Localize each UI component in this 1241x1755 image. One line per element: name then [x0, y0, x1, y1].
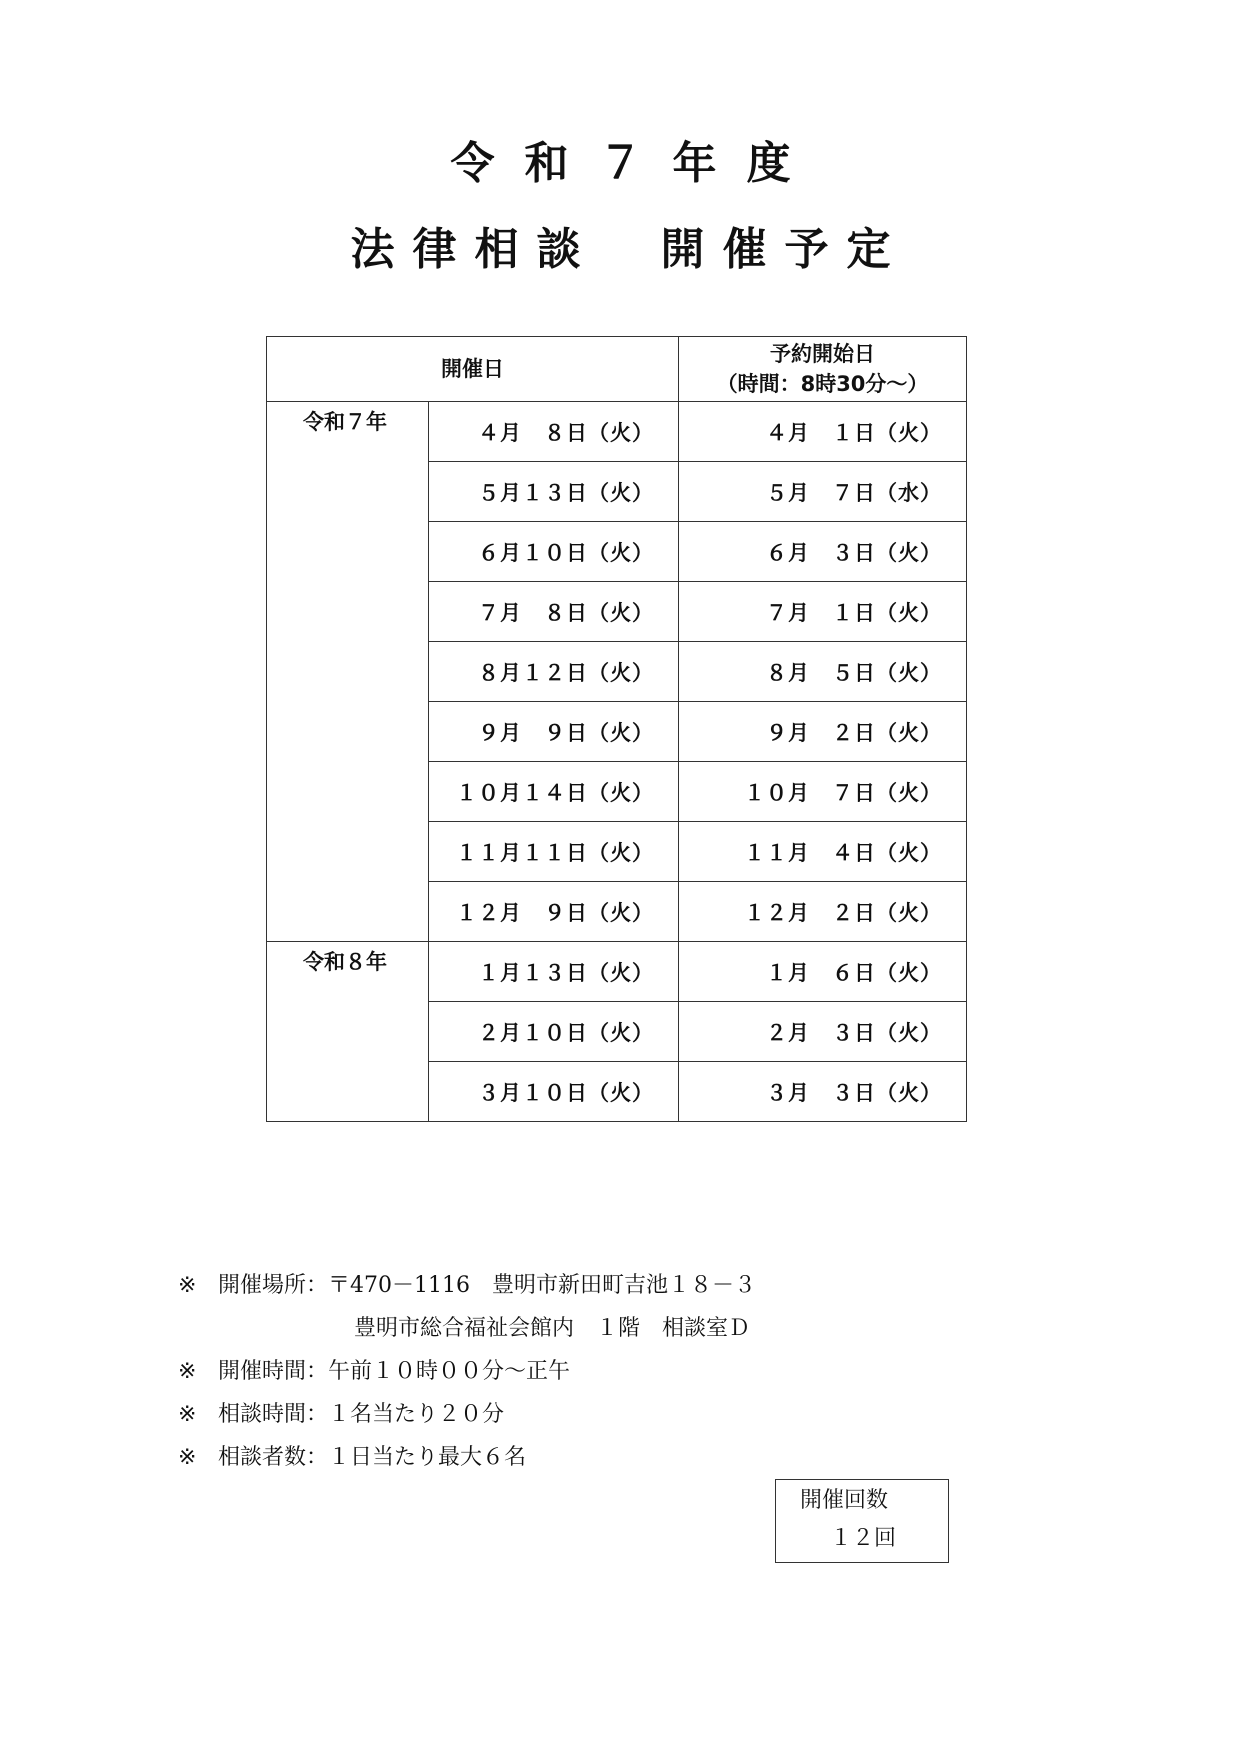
table-row [267, 402, 967, 462]
held-date-cell: ８月１２日（火） [429, 642, 679, 702]
held-date-cell: ９月 ９日（火） [429, 702, 679, 762]
session-count-value: １２回 [830, 1526, 897, 1551]
page-title-year: 令和７年度 [450, 138, 821, 189]
reservation-date-cell: ２月 ３日（火） [679, 1002, 967, 1062]
header-held-date: 開催日 [267, 337, 679, 402]
held-date-cell: １１月１１日（火） [429, 822, 679, 882]
held-date-cell: ４月 ８日（火） [429, 402, 679, 462]
header-reservation-time: （時間：8時30分～） [716, 372, 929, 396]
reservation-date-cell: ８月 ５日（火） [679, 642, 967, 702]
note-hours-text: 開催時間：午前１０時００分～正午 [218, 1359, 571, 1384]
note-mark: ※ [178, 1359, 197, 1384]
reservation-date-cell: １１月 ４日（火） [679, 822, 967, 882]
reservation-date-cell: １２月 ２日（火） [679, 882, 967, 942]
notes-section [178, 1264, 756, 1479]
held-date-cell: ７月 ８日（火） [429, 582, 679, 642]
held-date-cell: １月１３日（火） [429, 942, 679, 1002]
note-capacity-text: 相談者数：１日当たり最大６名 [218, 1445, 527, 1470]
table-header-row [267, 337, 967, 402]
header-reservation-label: 予約開始日 [770, 342, 875, 366]
held-date-cell: ３月１０日（火） [429, 1062, 679, 1122]
reservation-date-cell: ９月 ２日（火） [679, 702, 967, 762]
held-date-cell: １０月１４日（火） [429, 762, 679, 822]
reservation-date-cell: ５月 ７日（水） [679, 462, 967, 522]
reservation-date-cell: ３月 ３日（火） [679, 1062, 967, 1122]
reservation-date-cell: １月 ６日（火） [679, 942, 967, 1002]
year-cell: 令和７年 [267, 402, 429, 942]
note-venue-cont: 豊明市総合福祉会館内 １階 相談室Ｄ [354, 1316, 751, 1341]
note-hours [178, 1350, 756, 1393]
table-row [267, 942, 967, 1002]
held-date-cell: ５月１３日（火） [429, 462, 679, 522]
held-date-cell: ６月１０日（火） [429, 522, 679, 582]
reservation-date-cell: ４月 １日（火） [679, 402, 967, 462]
note-mark: ※ [178, 1273, 197, 1298]
session-count-label: 開催回数 [800, 1488, 889, 1513]
reservation-date-cell: ６月 ３日（火） [679, 522, 967, 582]
header-reservation-date [679, 337, 967, 402]
note-venue-text: 開催場所：〒470－1116 豊明市新田町吉池１８－３ [218, 1273, 756, 1298]
schedule-table [266, 336, 967, 1122]
held-date-cell: １２月 ９日（火） [429, 882, 679, 942]
held-date-cell: ２月１０日（火） [429, 1002, 679, 1062]
note-duration [178, 1393, 756, 1436]
reservation-date-cell: １０月 ７日（火） [679, 762, 967, 822]
reservation-date-cell: ７月 １日（火） [679, 582, 967, 642]
note-venue [178, 1264, 756, 1307]
year-cell: 令和８年 [267, 942, 429, 1122]
page-title-schedule: 法律相談 開催予定 [350, 224, 909, 275]
note-mark: ※ [178, 1445, 197, 1470]
session-count-box [775, 1479, 949, 1563]
note-capacity [178, 1436, 756, 1479]
note-duration-text: 相談時間：１名当たり２０分 [218, 1402, 505, 1427]
schedule-body [267, 402, 967, 1122]
note-mark: ※ [178, 1402, 197, 1427]
